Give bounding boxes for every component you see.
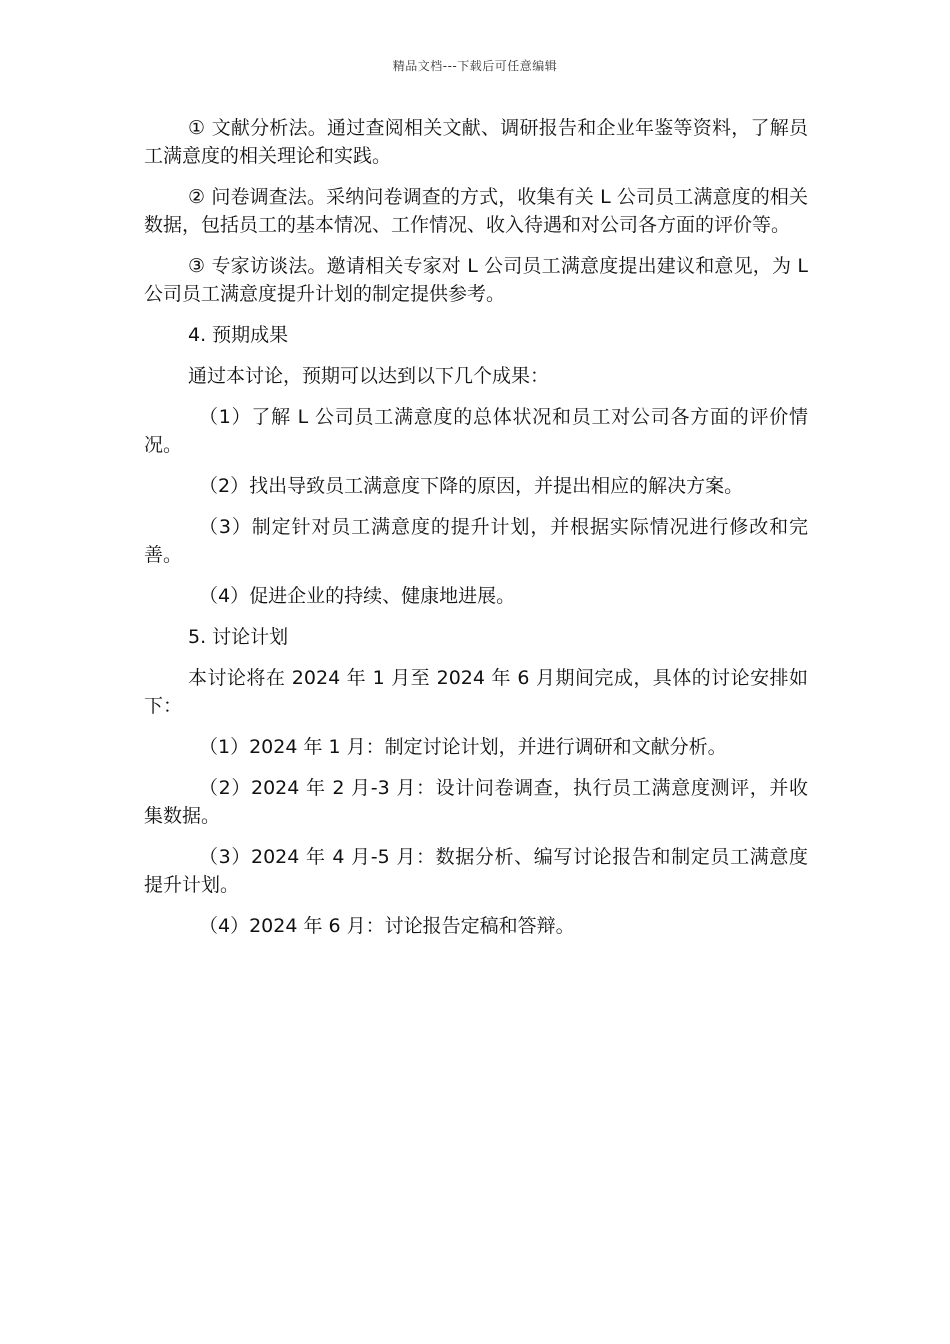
method-expert-interview: ③ 专家访谈法。邀请相关专家对 L 公司员工满意度提出建议和意见，为 L 公司员工满意度提升计划的制定提供参考。 (144, 255, 808, 305)
outcome-item: （4）促进企业的持续、健康地进展。 (199, 585, 516, 607)
section-heading-expected-results: 4. 预期成果 (188, 324, 289, 346)
outcome-item: （2）找出导致员工满意度下降的原因，并提出相应的解决方案。 (199, 475, 744, 497)
outcome-item: （3）制定针对员工满意度的提升计划，并根据实际情况进行修改和完善。 (144, 516, 808, 566)
expected-results-intro: 通过本讨论，预期可以达到以下几个成果： (188, 365, 550, 387)
section-heading-research-plan: 5. 讨论计划 (188, 626, 289, 648)
method-literature-analysis: ① 文献分析法。通过查阅相关文献、调研报告和企业年鉴等资料，了解员工满意度的相关理论和实践。 (144, 117, 808, 167)
schedule-item: （3）2024 年 4 月-5 月：数据分析、编写讨论报告和制定员工满意度提升计划。 (144, 846, 808, 896)
document-body (144, 114, 808, 953)
schedule-item: （2）2024 年 2 月-3 月：设计问卷调查，执行员工满意度测评，并收集数据。 (144, 777, 808, 827)
method-questionnaire: ② 问卷调查法。采纳问卷调查的方式，收集有关 L 公司员工满意度的相关数据，包括员工的基本情况、工作情况、收入待遇和对公司各方面的评价等。 (144, 186, 808, 236)
schedule-item: （1）2024 年 1 月：制定讨论计划，并进行调研和文献分析。 (199, 736, 727, 758)
page-header: 精品文档---下载后可任意编辑 (392, 59, 558, 73)
schedule-item: （4）2024 年 6 月：讨论报告定稿和答辩。 (199, 915, 575, 937)
research-plan-intro: 本讨论将在 2024 年 1 月至 2024 年 6 月期间完成，具体的讨论安排如下： (144, 667, 808, 717)
outcome-item: （1）了解 L 公司员工满意度的总体状况和员工对公司各方面的评价情况。 (144, 406, 808, 456)
